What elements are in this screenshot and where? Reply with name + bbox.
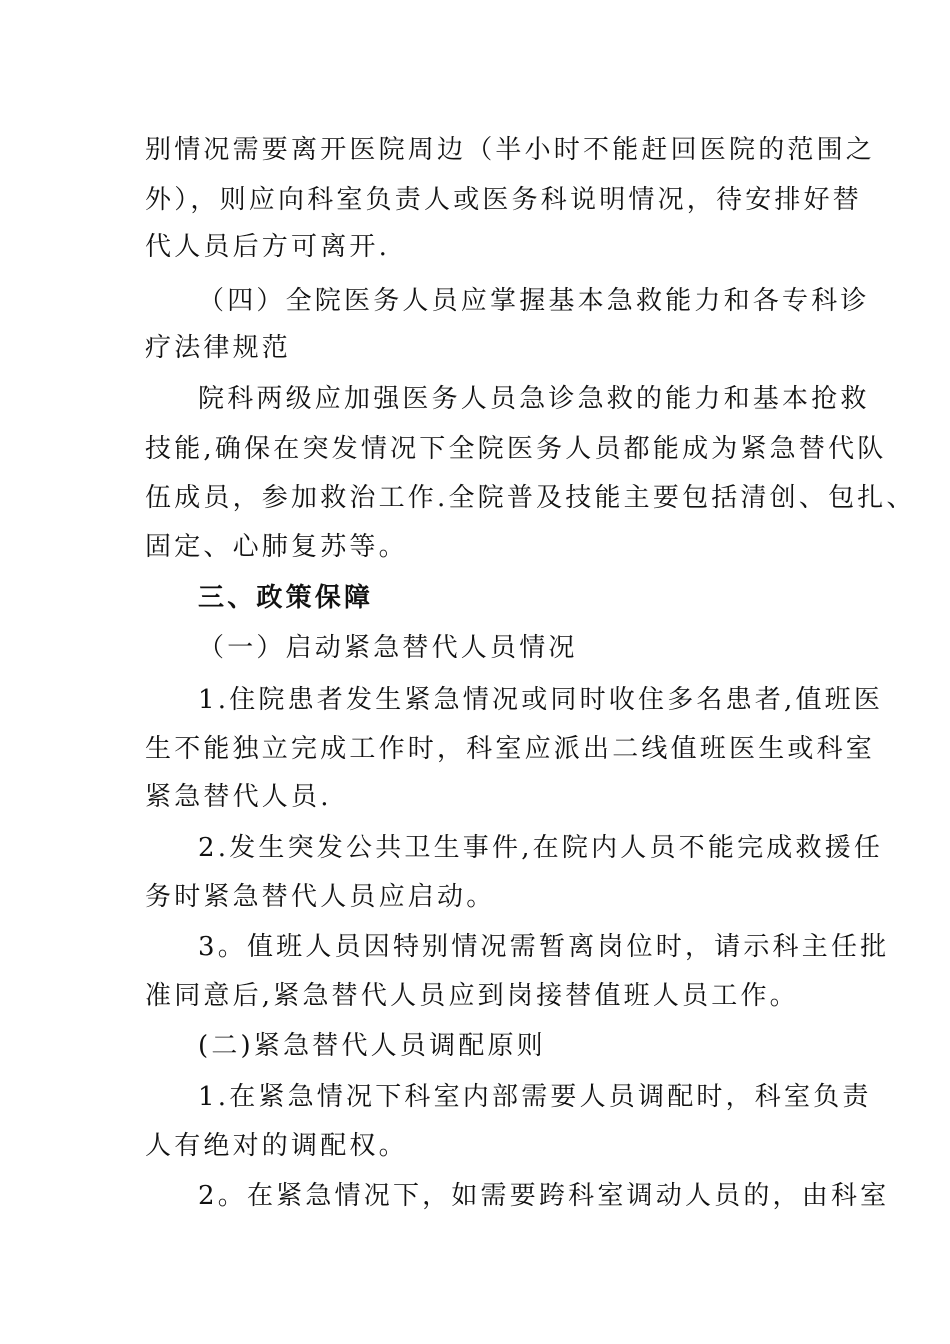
text-line: 固定、心肺复苏等。 <box>145 532 408 562</box>
text-line: 3。值班人员因特别情况需暂离岗位时，请示科主任批 <box>198 932 890 962</box>
text-line: 1.住院患者发生紧急情况或同时收住多名患者,值班医 <box>198 685 884 715</box>
section-heading: (二)紧急替代人员调配原则 <box>198 1031 546 1061</box>
text-line: 别情况需要离开医院周边（半小时不能赶回医院的范围之 <box>145 135 876 165</box>
chapter-heading: 三、政策保障 <box>198 583 374 613</box>
section-heading: 疗法律规范 <box>145 333 292 363</box>
section-heading: （一）启动紧急替代人员情况 <box>198 633 578 663</box>
section-heading: （四）全院医务人员应掌握基本急救能力和各专科诊 <box>198 286 870 316</box>
text-line: 紧急替代人员. <box>145 782 332 812</box>
text-line: 生不能独立完成工作时，科室应派出二线值班医生或科室 <box>145 734 876 764</box>
text-line: 人有绝对的调配权。 <box>145 1131 408 1161</box>
text-line: 技能,确保在突发情况下全院医务人员都能成为紧急替代队 <box>145 434 887 464</box>
text-line: 代人员后方可离开. <box>145 232 391 262</box>
text-line: 1.在紧急情况下科室内部需要人员调配时，科室负责 <box>198 1082 872 1112</box>
text-line: 外），则应向科室负责人或医务科说明情况，待安排好替 <box>145 185 863 215</box>
text-line: 伍成员，参加救治工作.全院普及技能主要包括清创、包扎、 <box>145 483 916 513</box>
text-line: 2。在紧急情况下，如需要跨科室调动人员的，由科室 <box>198 1181 890 1211</box>
text-line: 准同意后,紧急替代人员应到岗接替值班人员工作。 <box>145 981 799 1011</box>
text-line: 2.发生突发公共卫生事件,在院内人员不能完成救援任 <box>198 833 884 863</box>
text-line: 院科两级应加强医务人员急诊急救的能力和基本抢救 <box>198 384 870 414</box>
text-line: 务时紧急替代人员应启动。 <box>145 882 496 912</box>
